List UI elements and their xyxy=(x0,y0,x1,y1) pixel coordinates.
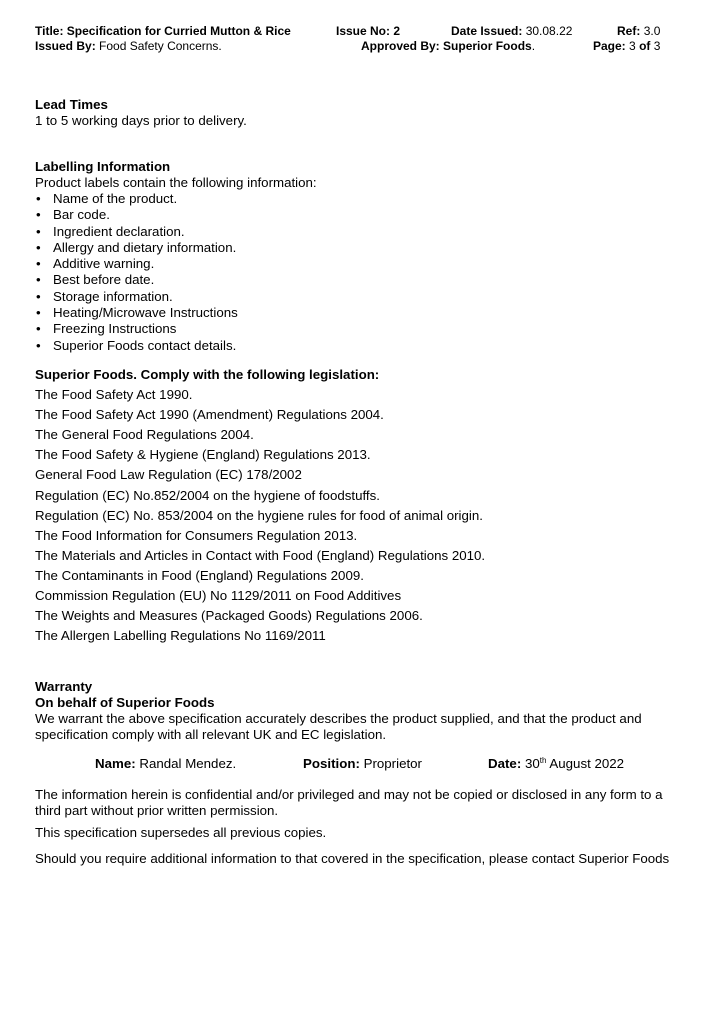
labelling-heading: Labelling Information xyxy=(35,159,171,174)
lead-times-heading: Lead Times xyxy=(35,97,108,112)
list-item: • Best before date. xyxy=(35,272,317,288)
labelling-list xyxy=(35,191,317,354)
header-ref-label: Ref: xyxy=(617,24,641,38)
lead-times-text: 1 to 5 working days prior to delivery. xyxy=(35,113,247,128)
header-page-current: 3 xyxy=(629,39,636,53)
contact-text: Should you require additional information to that covered in the specification, please contact Superior Foods xyxy=(35,851,670,866)
legislation-item: The Food Information for Consumers Regulation 2013. xyxy=(35,527,358,543)
confidential-notice xyxy=(35,787,675,819)
legislation-item: The Food Safety & Hygiene (England) Regulations 2013. xyxy=(35,447,371,463)
warranty-text: We warrant the above specification accurately describes the product supplied, and that the product and specification comply with all relevant UK and EC legislation. xyxy=(35,711,642,742)
list-item: • Storage information. xyxy=(35,289,317,305)
list-item: • Heating/Microwave Instructions xyxy=(35,305,317,321)
legislation-item: General Food Law Regulation (EC) 178/2002 xyxy=(35,467,302,483)
list-item: • Bar code. xyxy=(35,207,317,223)
warranty-heading: Warranty xyxy=(35,679,93,694)
warranty-subheading: On behalf of Superior Foods xyxy=(35,695,215,710)
header-date-issued-label: Date Issued: xyxy=(451,24,523,38)
signature-name-value: Randal Mendez. xyxy=(139,756,237,771)
list-item: • Ingredient declaration. xyxy=(35,224,317,240)
legislation-item: The Contaminants in Food (England) Regulations 2009. xyxy=(35,567,364,583)
legislation-item: Commission Regulation (EU) No 1129/2011 on Food Additives xyxy=(35,588,402,604)
signature-date-label: Date: xyxy=(488,756,522,771)
signature-date xyxy=(488,756,624,772)
header-page-label: Page: xyxy=(593,39,626,53)
list-item: • Superior Foods contact details. xyxy=(35,338,317,354)
header-title-value: Specification for Curried Mutton & Rice xyxy=(66,24,291,38)
legislation-item: The Food Safety Act 1990 (Amendment) Regulations 2004. xyxy=(35,407,384,423)
contact-notice xyxy=(35,851,695,867)
legislation-item: The Food Safety Act 1990. xyxy=(35,387,193,403)
supersedes-notice xyxy=(35,825,675,841)
list-item: • Freezing Instructions xyxy=(35,321,317,337)
legislation-item: The General Food Regulations 2004. xyxy=(35,427,254,443)
list-item: • Additive warning. xyxy=(35,256,317,272)
header-ref xyxy=(617,24,660,38)
header-issued-by-value: Food Safety Concerns. xyxy=(99,39,222,53)
labelling-section xyxy=(35,159,317,354)
supersedes-text: This specification supersedes all previous copies. xyxy=(35,825,327,840)
signature-date-day: 30 xyxy=(524,756,540,771)
header-page-total: 3 xyxy=(653,39,661,53)
header-issue-no-label: Issue No: xyxy=(336,24,391,38)
header-approved-by xyxy=(361,39,535,53)
header-date-issued-value: 30.08.22 xyxy=(525,24,573,38)
legislation-item: The Allergen Labelling Regulations No 1169/2011 xyxy=(35,628,326,644)
signature-position-value: Proprietor xyxy=(363,756,422,771)
header-title xyxy=(35,24,291,38)
lead-times-section xyxy=(35,97,247,129)
confidential-text: The information herein is confidential and/or privileged and may not be copied or disclosed in any form to a third part without prior written permission. xyxy=(35,787,663,818)
header-approved-by-label: Approved By: xyxy=(361,39,440,53)
header-page xyxy=(593,39,660,53)
legislation-item: The Materials and Articles in Contact with Food (England) Regulations 2010. xyxy=(35,547,486,563)
signature-name-label: Name: xyxy=(95,756,136,771)
header-approved-by-suffix: . xyxy=(531,39,536,53)
warranty-section xyxy=(35,679,675,743)
header-ref-value: 3.0 xyxy=(643,24,661,38)
header-issue-no-value: 2 xyxy=(393,24,401,38)
signature-position xyxy=(303,756,422,772)
legislation-item: The Weights and Measures (Packaged Goods) Regulations 2006. xyxy=(35,608,423,624)
header-approved-by-value: Superior Foods xyxy=(443,39,532,53)
header-page-of: of xyxy=(639,39,651,53)
list-item: • Allergy and dietary information. xyxy=(35,240,317,256)
header-title-label: Title: xyxy=(35,24,64,38)
legislation-item: Regulation (EC) No.852/2004 on the hygiene of foodstuffs. xyxy=(35,487,380,503)
signature-date-rest: August 2022 xyxy=(549,756,625,771)
signature-position-label: Position: xyxy=(303,756,360,771)
header-issue-no xyxy=(336,24,400,38)
list-item: • Name of the product. xyxy=(35,191,317,207)
legislation-section xyxy=(35,367,485,648)
header-issued-by xyxy=(35,39,222,53)
legislation-heading: Superior Foods. Comply with the following legislation: xyxy=(35,367,380,382)
header-date-issued xyxy=(451,24,572,38)
signature-name xyxy=(95,756,236,772)
signature-date-suffix: th xyxy=(539,756,547,765)
header-issued-by-label: Issued By: xyxy=(35,39,96,53)
legislation-item: Regulation (EC) No. 853/2004 on the hygiene rules for food of animal origin. xyxy=(35,507,483,523)
labelling-intro: Product labels contain the following information: xyxy=(35,175,317,190)
